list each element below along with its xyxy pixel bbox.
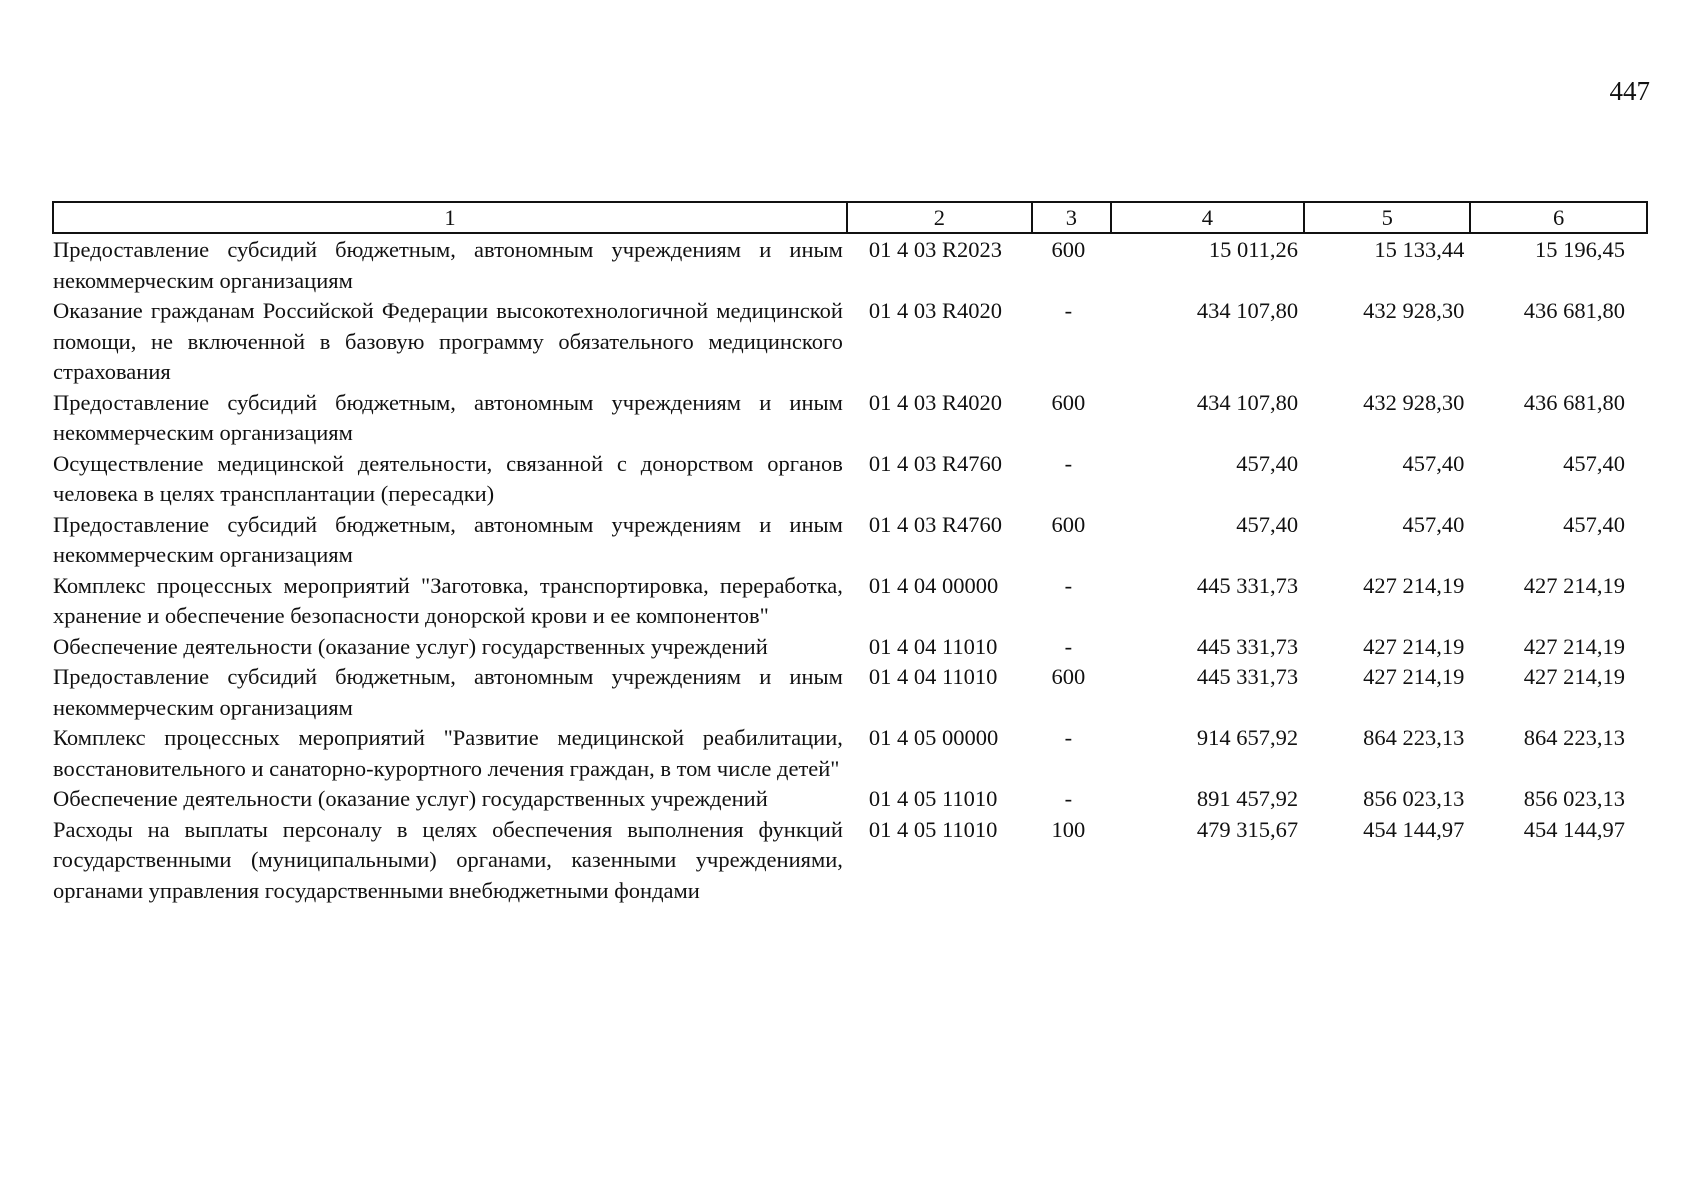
column-header: 4 <box>1111 202 1304 233</box>
amount-col-5: 856 023,13 <box>1363 786 1465 811</box>
amount-col-4: 445 331,73 <box>1196 664 1299 689</box>
item-code: 01 4 04 11010 <box>868 664 998 689</box>
amount-col-6: 457,40 <box>1563 511 1625 537</box>
item-code: 01 4 04 00000 <box>868 572 999 598</box>
amount-col-5: 457,40 <box>1402 450 1465 476</box>
amount-col-4: 434 107,80 <box>1196 298 1299 323</box>
table-row <box>53 449 1647 510</box>
expense-type: - <box>1064 572 1073 598</box>
page-number: 447 <box>1609 76 1650 106</box>
column-header: 1 <box>53 202 847 233</box>
table-row <box>53 723 1647 784</box>
table-row <box>53 296 1647 388</box>
table-row <box>53 510 1647 571</box>
budget-table <box>52 201 1648 906</box>
table-row <box>53 388 1647 449</box>
amount-col-4: 15 011,26 <box>1208 237 1299 262</box>
table-row <box>53 632 1647 663</box>
amount-col-4: 434 107,80 <box>1196 389 1299 415</box>
table-row <box>53 662 1647 723</box>
item-code: 01 4 03 R4760 <box>868 511 1003 537</box>
table-header-row <box>53 202 1647 233</box>
amount-col-4: 445 331,73 <box>1196 572 1299 598</box>
amount-col-5: 427 214,19 <box>1363 633 1465 659</box>
amount-col-6: 436 681,80 <box>1523 389 1625 415</box>
item-code: 01 4 05 11010 <box>868 786 998 811</box>
item-name: Расходы на выплаты персоналу в целях обеспечения выполнения функций государственными (муниципальными) органами, казенными учреждениями, органами управления государственными внебюджетными фондами <box>53 816 843 903</box>
amount-col-5: 432 928,30 <box>1363 389 1465 415</box>
item-code: 01 4 05 11010 <box>868 816 998 842</box>
amount-col-5: 427 214,19 <box>1363 664 1465 689</box>
amount-col-4: 891 457,92 <box>1196 786 1299 811</box>
amount-col-6: 856 023,13 <box>1523 786 1625 811</box>
expense-type: - <box>1064 298 1073 323</box>
amount-col-4: 457,40 <box>1236 450 1299 476</box>
item-name: Предоставление субсидий бюджетным, автономным учреждениям и иным некоммерческим организациям <box>53 664 843 720</box>
item-code: 01 4 03 R4020 <box>868 298 1003 323</box>
amount-col-4: 457,40 <box>1236 511 1299 537</box>
amount-col-5: 15 133,44 <box>1374 237 1465 262</box>
expense-type: - <box>1064 786 1073 811</box>
amount-col-5: 427 214,19 <box>1363 572 1465 598</box>
item-code: 01 4 05 00000 <box>868 725 999 750</box>
amount-col-6: 427 214,19 <box>1523 633 1625 659</box>
item-code: 01 4 03 R2023 <box>868 237 1003 262</box>
amount-col-6: 15 196,45 <box>1535 237 1625 262</box>
amount-col-6: 457,40 <box>1563 450 1625 476</box>
expense-type: 600 <box>1051 237 1086 262</box>
item-name: Комплекс процессных мероприятий "Заготовка, транспортировка, переработка, хранение и обеспечение безопасности донорской крови и ее компонентов" <box>53 572 843 628</box>
expense-type: - <box>1064 450 1073 476</box>
amount-col-6: 427 214,19 <box>1523 664 1625 689</box>
item-name: Предоставление субсидий бюджетным, автономным учреждениям и иным некоммерческим организациям <box>53 389 843 445</box>
column-header: 3 <box>1032 202 1111 233</box>
item-name: Предоставление субсидий бюджетным, автономным учреждениям и иным некоммерческим организациям <box>53 237 843 293</box>
amount-col-5: 432 928,30 <box>1363 298 1465 323</box>
amount-col-6: 864 223,13 <box>1523 725 1625 750</box>
table-row <box>53 233 1647 296</box>
amount-col-6: 454 144,97 <box>1523 816 1625 842</box>
item-name: Предоставление субсидий бюджетным, автономным учреждениям и иным некоммерческим организациям <box>53 511 843 567</box>
expense-type: 100 <box>1051 816 1086 842</box>
table-row <box>53 815 1647 907</box>
amount-col-4: 445 331,73 <box>1196 633 1299 659</box>
table-row <box>53 784 1647 815</box>
item-code: 01 4 04 11010 <box>868 633 998 659</box>
item-code: 01 4 03 R4020 <box>868 389 1003 415</box>
amount-col-6: 427 214,19 <box>1523 572 1625 598</box>
column-header: 6 <box>1470 202 1647 233</box>
item-name: Оказание гражданам Российской Федерации высокотехнологичной медицинской помощи, не включенной в базовую программу обязательного медицинского страхования <box>53 298 843 384</box>
amount-col-5: 454 144,97 <box>1363 816 1465 842</box>
column-header: 2 <box>847 202 1032 233</box>
item-name: Осуществление медицинской деятельности, связанной с донорством органов человека в целях трансплантации (пересадки) <box>53 450 843 506</box>
item-name: Комплекс процессных мероприятий "Развитие медицинской реабилитации, восстановительного и санаторно-курортного лечения граждан, в том числе детей" <box>53 725 843 781</box>
table-row <box>53 571 1647 632</box>
expense-type: 600 <box>1051 389 1086 415</box>
amount-col-4: 914 657,92 <box>1196 725 1299 750</box>
amount-col-4: 479 315,67 <box>1196 816 1299 842</box>
expense-type: - <box>1064 725 1073 750</box>
expense-type: 600 <box>1051 511 1086 537</box>
expense-type: 600 <box>1051 664 1086 689</box>
column-header: 5 <box>1304 202 1470 233</box>
amount-col-6: 436 681,80 <box>1523 298 1625 323</box>
amount-col-5: 864 223,13 <box>1363 725 1465 750</box>
item-name: Обеспечение деятельности (оказание услуг) государственных учреждений <box>53 786 768 811</box>
expense-type: - <box>1064 633 1073 659</box>
amount-col-5: 457,40 <box>1402 511 1465 537</box>
item-name: Обеспечение деятельности (оказание услуг) государственных учреждений <box>53 633 768 659</box>
item-code: 01 4 03 R4760 <box>868 450 1003 476</box>
